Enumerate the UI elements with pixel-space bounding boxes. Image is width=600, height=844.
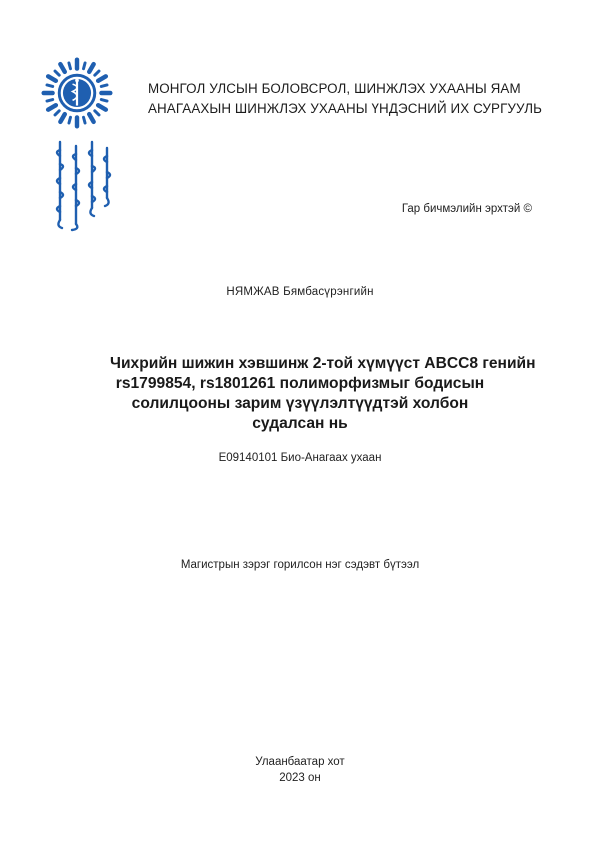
year: 2023 он [279,772,321,784]
title-line-3: солилцооны зарим үзүүлэлтүүдтэй холбон [131,395,469,412]
copyright-notice: Гар бичмэлийн эрхтэй © [401,203,532,215]
title-line-2: rs1799854, rs1801261 полиморфизмыг бодисын [115,375,485,392]
university-caduceus-logo-icon [40,56,114,130]
ministry-line-1: МОНГОЛ УЛСЫН БОЛОВСРОЛ, ШИНЖЛЭХ УХААНЫ ЯАМ [148,81,521,96]
ministry-line-2: АНАГААХЫН ШИНЖЛЭХ УХААНЫ ҮНДЭСНИЙ ИХ СУРГУУЛЬ [148,101,542,116]
author-name: НЯМЖАВ Бямбасүрэнгийн [226,286,374,298]
title-line-1: Чихрийн шижин хэвшинж 2-той хүмүүст ABCC8 генийн [110,355,536,372]
specialty-code: E09140101 Био-Анагаах ухаан [218,452,382,464]
city: Улаанбаатар хот [255,756,345,768]
mongolian-script-name-icon [50,138,116,232]
ministry-heading [148,79,568,119]
title-line-4: судалсан нь [252,415,348,432]
degree-statement: Магистрын зэрэг горилсон нэг сэдэвт бүтээл [180,559,420,571]
thesis-title [110,354,536,434]
